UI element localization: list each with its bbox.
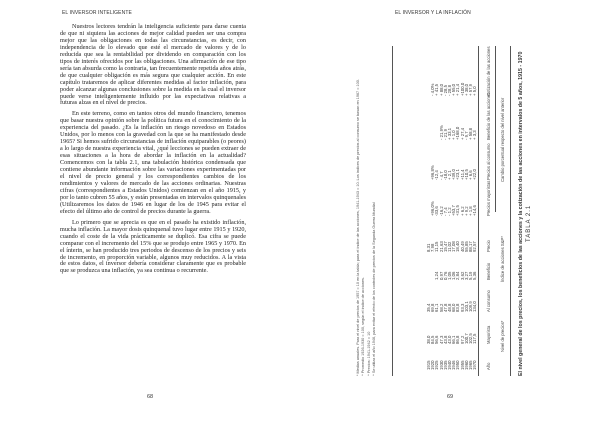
paragraph: En este terreno, como en tantos otros del mundo financiero, tenemos que basar nuestra opinión sobre la política futura en el conocimiento de la experiencia del pasado. ¿Es la inflación un riesgo novedoso en Estados Unidos, por lo menos con la gravedad con la que se ha manifestado desde 1965? Si hemos sufrido circunstancias de inflación equiparables (o peores) a lo largo de nuestra experiencia vital, ¿qué lecciones se pueden extraer de esas situaciones a la hora de abordar la inflación en la actualidad? Comencemos con la tabla 2.1, una tabulación histórica condensada que contiene abundante información sobre las variaciones experimentadas por el nivel de precio general y los correspondientes cambios de los rendimientos y valores de mercado de las acciones ordinarias. Nuestras cifras (correspondientes a Estados Unidos) comienzan en el año 1915, y por lo tanto cubren 55 años, y están presentadas en intervalos quinquenales (Utilizaremos los datos de 1946 en lugar de los de 1945 para evitar el efecto del último año de control de precios durante la guerra. bbox=[60, 110, 246, 215]
table-note: ^ Se utiliza el año 1946, para evitar el efecto de los controles de precios de la Segunda Guerra Mundial bbox=[372, 202, 377, 376]
table-cell: 1970 bbox=[472, 360, 478, 370]
table-cell: 0,97 bbox=[438, 271, 444, 280]
table-cell: + 1,0 bbox=[451, 130, 457, 140]
column-header: Beneficio de las acciones bbox=[486, 92, 491, 140]
table-cell: 1950 bbox=[455, 360, 461, 370]
table-cell: +53,7 bbox=[451, 205, 457, 216]
table-cell: 5,19 bbox=[468, 271, 473, 280]
group-header-pct-change: Cambio porcentual respecto del nivel anterior bbox=[500, 97, 505, 182]
table-cell: +14,6 bbox=[472, 205, 478, 216]
table-cell: 48,8 bbox=[447, 303, 452, 312]
table-cell: +23,1 bbox=[455, 169, 461, 180]
table-cell: - 21,9 bbox=[442, 129, 448, 140]
table-cell: - 28,8 bbox=[447, 85, 452, 96]
table-cell: 11,15 bbox=[434, 241, 440, 252]
table-cell: -16,2 bbox=[438, 206, 444, 216]
table-cell: -18,0 bbox=[442, 170, 448, 180]
group-header-sp-index: Índice de acciones S&P* bbox=[500, 236, 505, 282]
table-cell: 102,5 bbox=[468, 333, 473, 344]
table-cell: - 4,7 bbox=[438, 171, 444, 180]
table-cell: 1946 bbox=[451, 360, 457, 370]
table-cell: 3,62 bbox=[459, 271, 465, 280]
table-cell: 109,9 bbox=[468, 301, 473, 312]
column-header: Precios al consumo bbox=[486, 143, 491, 180]
table-cell: + 2,1 bbox=[447, 170, 452, 180]
table-cell: 40,49 bbox=[459, 241, 465, 252]
group-rule bbox=[495, 46, 496, 212]
table-cell: - 9,7 bbox=[463, 131, 469, 140]
table-cell: 84,5 bbox=[430, 335, 436, 344]
table-2-1 bbox=[350, 42, 550, 382]
column-header: Año bbox=[486, 362, 491, 370]
table-cell: + 3,3 bbox=[472, 130, 478, 140]
column-header: Cotización de las acciones bbox=[486, 46, 491, 96]
table-cell: -12,4 bbox=[434, 170, 440, 180]
table-cell: 88,17 bbox=[468, 241, 473, 252]
table-cell: +100,0 bbox=[459, 82, 465, 96]
column-header: Al consumo bbox=[486, 290, 491, 312]
table-cell: 66,1 bbox=[451, 335, 457, 344]
table-cell: 43,8 bbox=[442, 335, 448, 344]
table-cell: 1920 bbox=[430, 360, 436, 370]
table-note: ^ Precios: 1941-1942 = 10 bbox=[366, 331, 371, 376]
table-cell: + 9,2 bbox=[463, 206, 469, 216]
table-cell: +11,4 bbox=[459, 169, 465, 180]
table-cell: 103,1 bbox=[463, 301, 469, 312]
running-head-left: EL INVERSOR INTELIGENTE bbox=[62, 10, 132, 16]
paragraph: Lo primero que se aprecia es que en el pasado ha existido inflación, mucha inflación. La mayor dosis quinquenal tuvo lugar entre 1915 y 1920, cuando el coste de la vida prácticamente se duplicó. Esa cifra se puede comparar con el incremento del 15% que se produjo entre 1965 y 1970. En el ínterin, se han producido tres periodos de descenso de los precios y seis de incremento, en proporción variable, algunos muy reducidos. A la vista de estos datos, el inversor debería considerar claramente que es probable que se produzca una inflación, ya sea continua o recurrente. bbox=[60, 218, 246, 275]
table-cell: - 28,5 bbox=[442, 85, 448, 96]
table-note: ^ Promedio 1926-1930 = 100, según el índice de acciones. bbox=[361, 277, 366, 376]
table-row bbox=[472, 46, 478, 376]
table-cell: 17,08 bbox=[451, 241, 457, 252]
table-cell: +31,5 bbox=[455, 205, 461, 216]
table-cell: 92,57 bbox=[472, 241, 478, 252]
table-cell: 1930 bbox=[438, 360, 444, 370]
column-header: Mayorista bbox=[486, 325, 491, 344]
right-page bbox=[300, 0, 600, 424]
table-cell: - 7,4 bbox=[442, 207, 448, 216]
table-cell: 43,0 bbox=[447, 335, 452, 344]
table-cell: 83,8 bbox=[455, 303, 461, 312]
table-cell: 1,24 bbox=[434, 271, 440, 280]
table-cell: 1,05 bbox=[447, 271, 452, 280]
table-cell: 100,7 bbox=[463, 333, 469, 344]
table-rule-top bbox=[510, 46, 511, 376]
table-cell: 7,98 bbox=[430, 243, 436, 252]
table-cell: + 58,8 bbox=[468, 127, 473, 140]
table-cell: +96,8% bbox=[430, 165, 436, 180]
table-cell: 0,76 bbox=[442, 271, 448, 280]
table-cell: -33,6 bbox=[434, 206, 440, 216]
table-cell: +96,0% bbox=[430, 201, 436, 216]
table-cell: 68,0 bbox=[451, 303, 457, 312]
table-cell: 3,27 bbox=[463, 271, 469, 280]
table-cell: + 38,0 bbox=[463, 83, 469, 96]
table-cell: + 5,0 bbox=[472, 86, 478, 96]
table-cell: 97,2 bbox=[459, 335, 465, 344]
table-cell: +39,0 bbox=[451, 169, 457, 180]
running-head-right: EL INVERSOR Y LA INFLACIÓN bbox=[395, 10, 471, 16]
table-cell: 47,3 bbox=[438, 335, 444, 344]
table-cell: 93,3 bbox=[459, 303, 465, 312]
table-cell: 1940 bbox=[447, 360, 452, 370]
table-cell: +10,5 bbox=[463, 169, 469, 180]
table-label: TABLA 2.1 bbox=[526, 204, 532, 242]
table-cell: - 21,9% bbox=[438, 125, 444, 140]
table-cell: + 27,4 bbox=[459, 127, 465, 140]
table-cell: + 41,5 bbox=[434, 83, 440, 96]
table-cell: 1955 bbox=[459, 360, 465, 370]
column-header: Beneficio bbox=[486, 262, 491, 280]
table-cell: 56,6 bbox=[434, 335, 440, 344]
table-title: El nivel general de los precios, los beneficios de las acciones y la cotización de las acciones en intervalos de 5 años, 1915 - 1970 bbox=[518, 51, 524, 376]
table-cell: 2,84 bbox=[455, 271, 461, 280]
table-cell: 86,8 bbox=[455, 335, 461, 344]
table-cell: + 21,4 bbox=[455, 83, 461, 96]
table-cell: 1925 bbox=[434, 360, 440, 370]
table-cell: 11,02 bbox=[447, 241, 452, 252]
table-cell: 1935 bbox=[442, 360, 448, 370]
table-cell: 15,47 bbox=[442, 241, 448, 252]
paragraph: Nuestros lectores tendrán la inteligencia suficiente para darse cuenta de que ni siquiera las acciones de mejor calidad pueden ser una compra mejor que las obligaciones en todas las circunstancias, es decir, con independencia de lo elevado que esté el mercado de valores y de lo reducida que sea la rentabilidad por dividendo en comparación con los tipos de interés ofrecidos por las obligaciones. Una afirmación de ese tipo sería tan absurda como la contraria, tan frecuentemente repetida años atrás, de que cualquier obligación es más segura que cualquier acción. En este capítulo trataremos de aplicar diferentes medidas al factor inflación, para poder alcanzar algunas conclusiones sobre la medida en la cual el inversor puede verse inteligentemente influido por las expectativas relativas a futuras alzas en el nivel de precios. bbox=[60, 23, 246, 107]
table-cell: 69,8 bbox=[430, 303, 436, 312]
body-text bbox=[60, 24, 246, 279]
table-cell: +168,0 bbox=[455, 126, 461, 140]
table-cell: 117,5 bbox=[472, 333, 478, 344]
table-cell: +22,0 bbox=[472, 169, 478, 180]
table-cell: 58,2 bbox=[438, 303, 444, 312]
table-cell: + 55,0 bbox=[451, 83, 457, 96]
page-number-left: 68 bbox=[147, 394, 154, 400]
table-cell: 21,63 bbox=[438, 241, 444, 252]
group-header-price-level: Nivel de precios* bbox=[500, 320, 505, 352]
table-cell: 55,85 bbox=[463, 241, 469, 252]
table-cell: 47,8 bbox=[442, 303, 448, 312]
table-cell: 1,06 bbox=[451, 271, 457, 280]
table-cell: 38,0 bbox=[426, 335, 431, 344]
column-header: Precio bbox=[486, 240, 491, 252]
table-cell: 1965 bbox=[468, 360, 473, 370]
table-cell: - 1,2 bbox=[447, 207, 452, 216]
table-cell: 8,31 bbox=[426, 243, 431, 252]
table-notes bbox=[356, 46, 378, 376]
rotated-table bbox=[345, 22, 555, 382]
table-cell: 134,0 bbox=[472, 301, 478, 312]
table-cell: + 88,0 bbox=[438, 83, 444, 96]
table-cell: + 6,6 bbox=[468, 170, 473, 180]
table-cell: 18,40 bbox=[455, 241, 461, 252]
table-cell: - 4,0% bbox=[430, 83, 436, 96]
table-cell: 35,4 bbox=[426, 303, 431, 312]
table-cell: + 1,8 bbox=[468, 206, 473, 216]
table-cell: 61,1 bbox=[434, 303, 440, 312]
table-cell: + 57,9 bbox=[468, 83, 473, 96]
table-cell: 1915 bbox=[426, 360, 431, 370]
table-note: * Medias anuales. Para el nivel de precios de 1957 = 10 en la tabla; para el índice de las acciones, 1941-1943 = 10. Los índices de precios al consumo se basan en 1967 = 100. bbox=[356, 79, 360, 376]
table-cell: 5,36 bbox=[472, 271, 478, 280]
page-number-right: 69 bbox=[447, 394, 454, 400]
table-cell: + 33,1 bbox=[447, 127, 452, 140]
column-header: Precios mayoristas bbox=[486, 180, 491, 216]
table-cell: 1960 bbox=[463, 360, 469, 370]
table-cell: + 6,2 bbox=[459, 206, 465, 216]
table-rule-bottom bbox=[392, 46, 393, 376]
